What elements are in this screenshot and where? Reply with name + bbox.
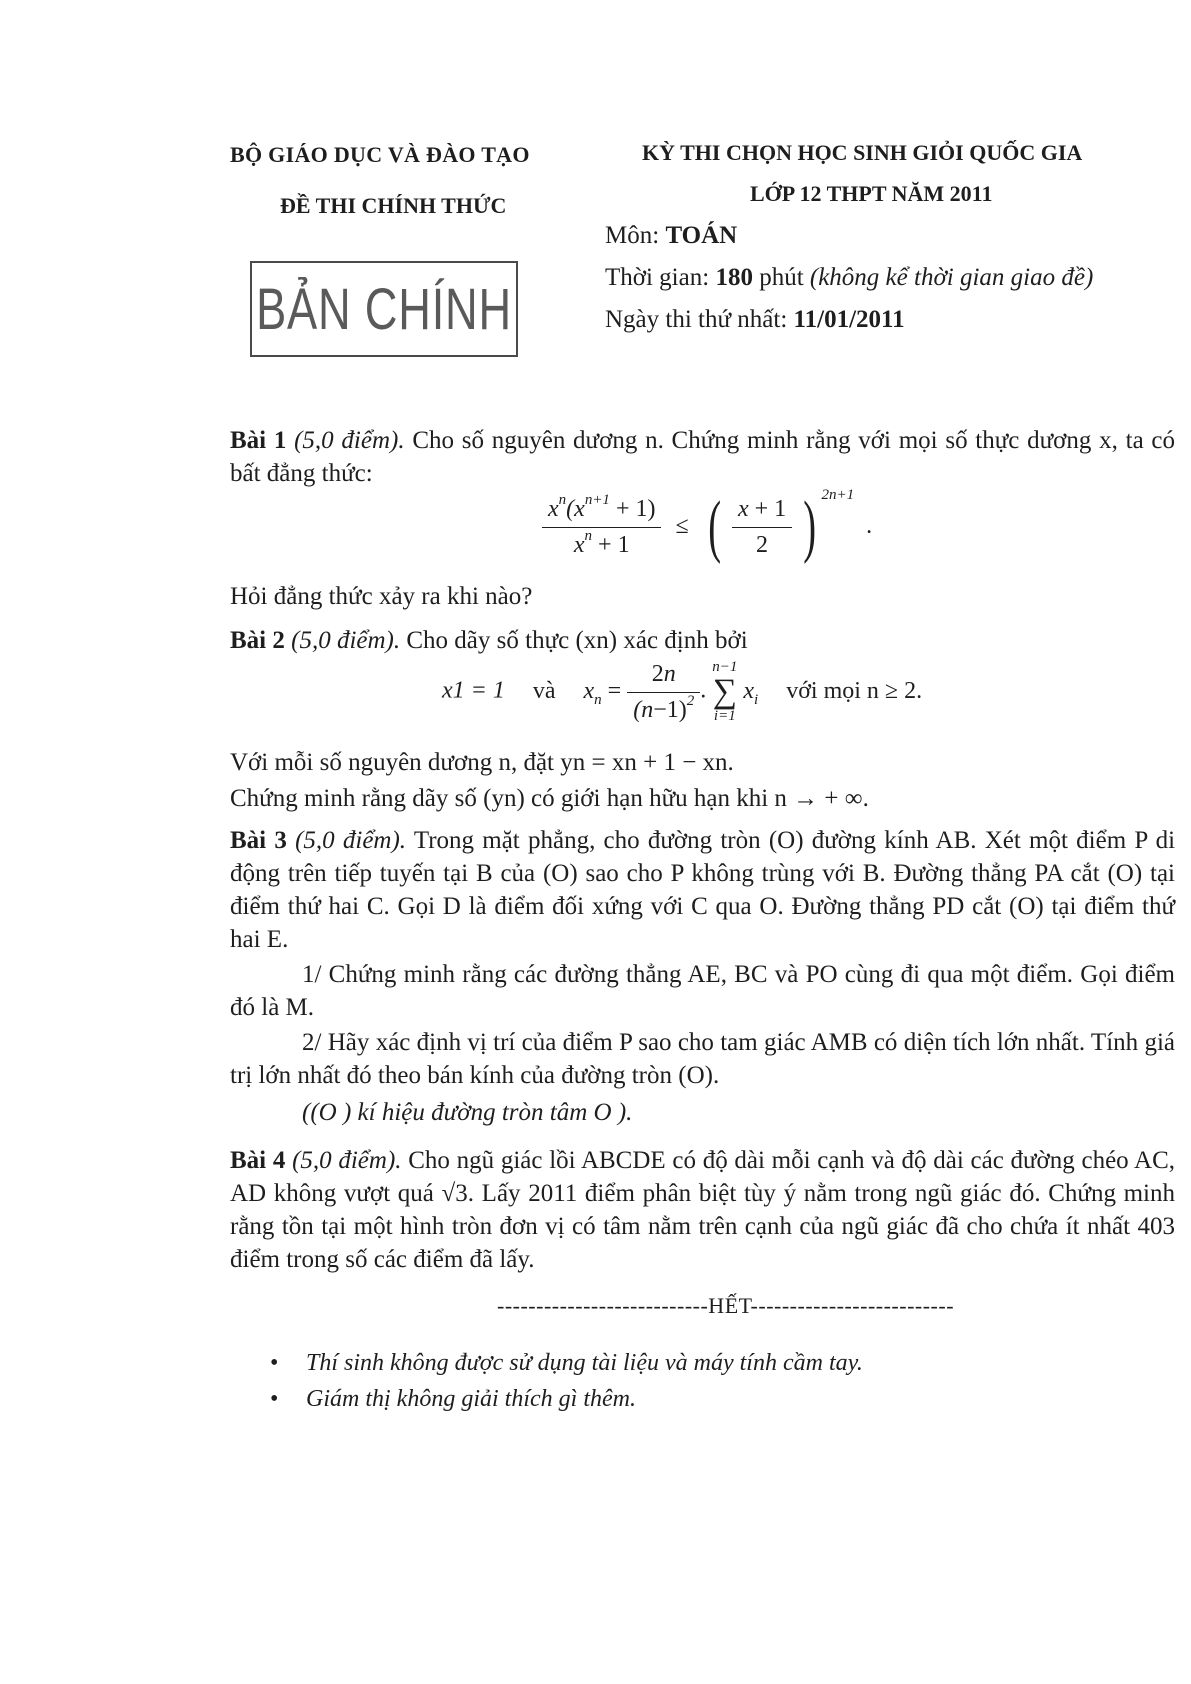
- problem-2-line-3: Chứng minh rằng dãy số (yn) có giới hạn hữu hạn khi n → + ∞.: [230, 785, 869, 812]
- problem-4: [230, 1144, 1175, 1276]
- problem-2-line-2: Với mỗi số nguyên dương n, đặt yn = xn + 1 − xn.: [230, 749, 734, 776]
- problem-3: [230, 824, 1175, 956]
- ministry-name: BỘ GIÁO DỤC VÀ ĐÀO TẠO: [230, 142, 530, 167]
- problem-2-label: Bài 2: [230, 627, 285, 654]
- problem-2: [230, 624, 1175, 657]
- problem-1-text: Cho số nguyên dương n. Chứng minh rằng với mọi số thực dương x, ta có bất đẳng thức:: [230, 427, 1176, 487]
- inequality-lhs-fraction: $\frac{x^n(x^{n+1} + 1)}{x^n + 1}$: [542, 496, 661, 559]
- inequality-rhs-fraction: $\frac{x + 1}{2}$: [732, 496, 792, 559]
- problem-1-inequality: $\frac{x^n(x^{n+1} + 1)}{x^n + 1}$ ≤ ( $\frac{x + 1}{2}$ ) $^{2n+1}$ .: [542, 492, 872, 562]
- time-unit: phút: [759, 264, 804, 291]
- problem-2-points: (5,0 điểm).: [291, 627, 401, 654]
- exam-title: KỲ THI CHỌN HỌC SINH GIỎI QUỐC GIA: [642, 140, 1083, 165]
- date-line: [605, 306, 905, 334]
- problem-3-text: Trong mặt phẳng, cho đường tròn (O) đường kính AB. Xét một điểm P di động trên tiếp tuyến tại B của (O) sao cho P không trùng với B. Đường thẳng PA cắt (O) tại điểm thứ hai C. Gọi D là điểm đối xứng với C qua O. Đường thẳng PD cắt (O) tại điểm thứ hai E.: [230, 827, 1176, 953]
- problem-2-text: Cho dãy số thực (xn) xác định bởi: [406, 627, 748, 654]
- exam-grade-year: LỚP 12 THPT NĂM 2011: [750, 181, 993, 206]
- problem-1-points: (5,0 điểm).: [294, 427, 405, 454]
- problem-3-note: ((O ) kí hiệu đường tròn tâm O ).: [302, 1099, 633, 1126]
- problem-3-part-2: 2/ Hãy xác định vị trí của điểm P sao cho tam giác AMB có diện tích lớn nhất. Tính giá trị lớn nhất đó theo bán kính của đường tròn (O).: [230, 1029, 1175, 1089]
- exam-notes: [270, 1345, 863, 1417]
- end-of-exam-marker: ---------------------------HẾT--------------------------: [497, 1293, 955, 1318]
- formula-x1: x1 = 1: [442, 677, 505, 704]
- note-item: • Thí sinh không được sử dụng tài liệu và máy tính cầm tay.: [270, 1345, 863, 1381]
- formula-tail: với mọi n ≥ 2.: [786, 677, 923, 704]
- subject-value: TOÁN: [665, 222, 738, 249]
- formula-and: và: [532, 677, 556, 704]
- problem-1: [230, 424, 1175, 490]
- stamp-text: BẢN CHÍNH: [256, 276, 512, 342]
- date-label: Ngày thi thứ nhất:: [605, 306, 788, 333]
- problem-4-text: Cho ngũ giác lồi ABCDE có độ dài mỗi cạnh và độ dài các đường chéo AC, AD không vượt quá √3. Lấy 2011 điểm phân biệt tùy ý nằm trong ngũ giác đó. Chứng minh rằng tồn tại một hình tròn đơn vị có tâm nằm trên cạnh của ngũ giác đã cho chứa ít nhất 403 điểm trong số các điểm đã lấy.: [230, 1147, 1176, 1273]
- time-line: [605, 264, 1093, 292]
- problem-1-question: Hỏi đẳng thức xảy ra khi nào?: [230, 583, 533, 610]
- subject-line: [605, 222, 737, 250]
- subject-label: Môn:: [605, 222, 660, 249]
- summation-symbol: n−1 ∑ i=1: [712, 659, 738, 724]
- header-left: [230, 142, 570, 168]
- problem-1-label: Bài 1: [230, 427, 287, 454]
- official-copy-stamp: [250, 261, 518, 357]
- problem-3-label: Bài 3: [230, 827, 287, 854]
- problem-4-points: (5,0 điểm).: [292, 1147, 402, 1174]
- time-label: Thời gian:: [605, 264, 710, 291]
- official-exam-label: ĐỀ THI CHÍNH THỨC: [280, 193, 507, 218]
- recurrence-fraction: $\frac{2n}{(n-1)^2}$: [627, 661, 700, 724]
- problem-3-part-1: 1/ Chứng minh rằng các đường thẳng AE, BC và PO cùng đi qua một điểm. Gọi điểm đó là M.: [230, 961, 1175, 1021]
- problem-3-points: (5,0 điểm).: [295, 827, 407, 854]
- date-value: 11/01/2011: [793, 306, 905, 333]
- time-value: 180: [715, 264, 753, 291]
- note-item: • Giám thị không giải thích gì thêm.: [270, 1381, 863, 1417]
- problem-2-recurrence: x1 = 1 và $x_n$ = $\frac{2n}{(n-1)^2}$ . n−1 ∑ i=1 $x_i$ với mọi n ≥ 2.: [442, 659, 923, 724]
- problem-4-label: Bài 4: [230, 1147, 286, 1174]
- time-note: (không kể thời gian giao đề): [809, 264, 1094, 291]
